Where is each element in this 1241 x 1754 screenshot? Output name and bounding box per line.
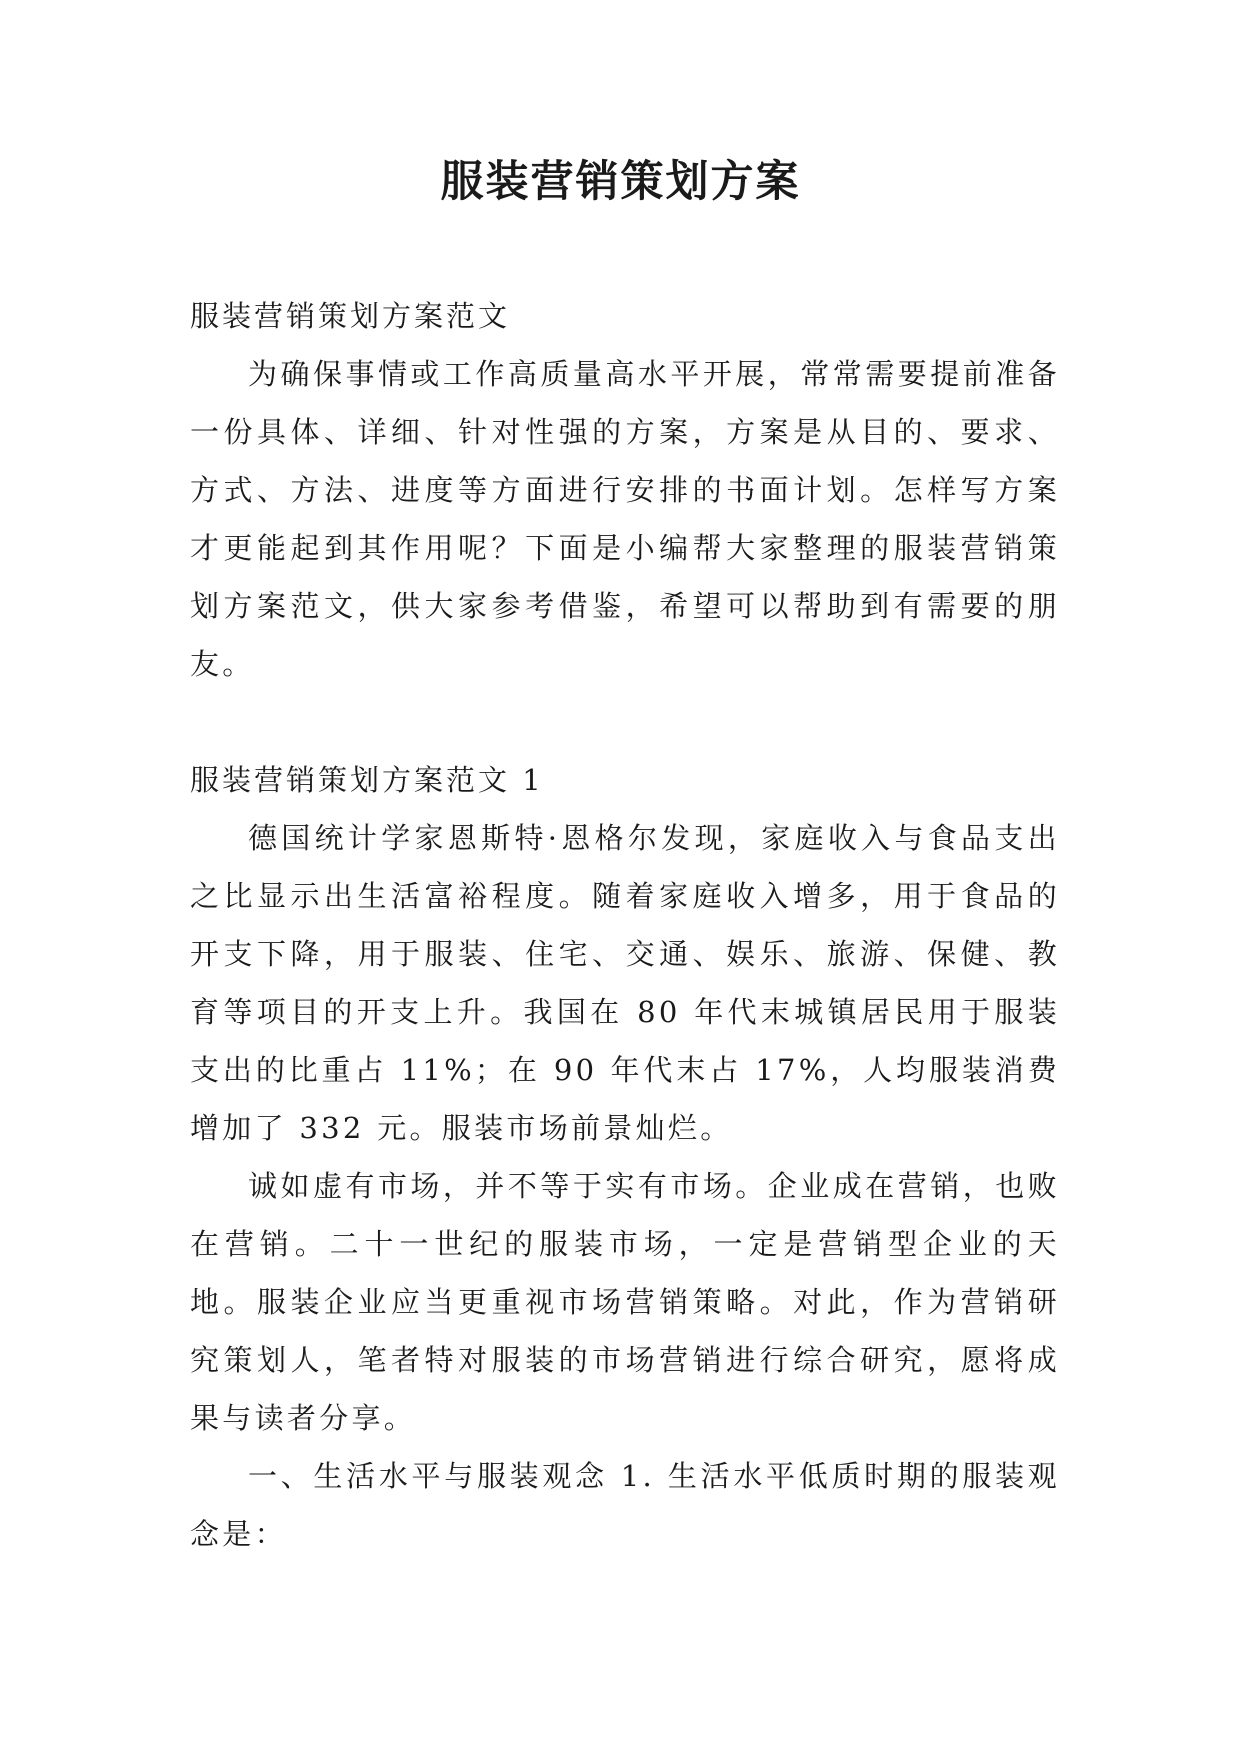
- document-body: [190, 287, 1060, 1563]
- section-1-paragraph-2: 诚如虚有市场，并不等于实有市场。企业成在营销，也败在营销。二十一世纪的服装市场，一定是营销型企业的天地。服装企业应当更重视市场营销策略。对此，作为营销研究策划人，笔者特对服装的市场营销进行综合研究，愿将成果与读者分享。: [190, 1169, 1060, 1435]
- intro-paragraph: 为确保事情或工作高质量高水平开展，常常需要提前准备一份具体、详细、针对性强的方案，方案是从目的、要求、方式、方法、进度等方面进行安排的书面计划。怎样写方案才更能起到其作用呢？下面是小编帮大家整理的服装营销策划方案范文，供大家参考借鉴，希望可以帮助到有需要的朋友。: [190, 357, 1060, 681]
- intro-heading: 服装营销策划方案范文: [190, 299, 511, 333]
- section-1-heading: 服装营销策划方案范文 1: [190, 763, 544, 797]
- section-1-paragraph-1: 德国统计学家恩斯特·恩格尔发现，家庭收入与食品支出之比显示出生活富裕程度。随着家庭收入增多，用于食品的开支下降，用于服装、住宅、交通、娱乐、旅游、保健、教育等项目的开支上升。我国在 80 年代末城镇居民用于服装支出的比重占 11%；在 90 年代末占 17%，人均服装消费增加了 332 元。服装市场前景灿烂。: [190, 821, 1060, 1145]
- document-title: 服装营销策划方案: [440, 157, 801, 207]
- section-1-paragraph-3: 一、生活水平与服装观念 1. 生活水平低质时期的服装观念是：: [190, 1459, 1060, 1551]
